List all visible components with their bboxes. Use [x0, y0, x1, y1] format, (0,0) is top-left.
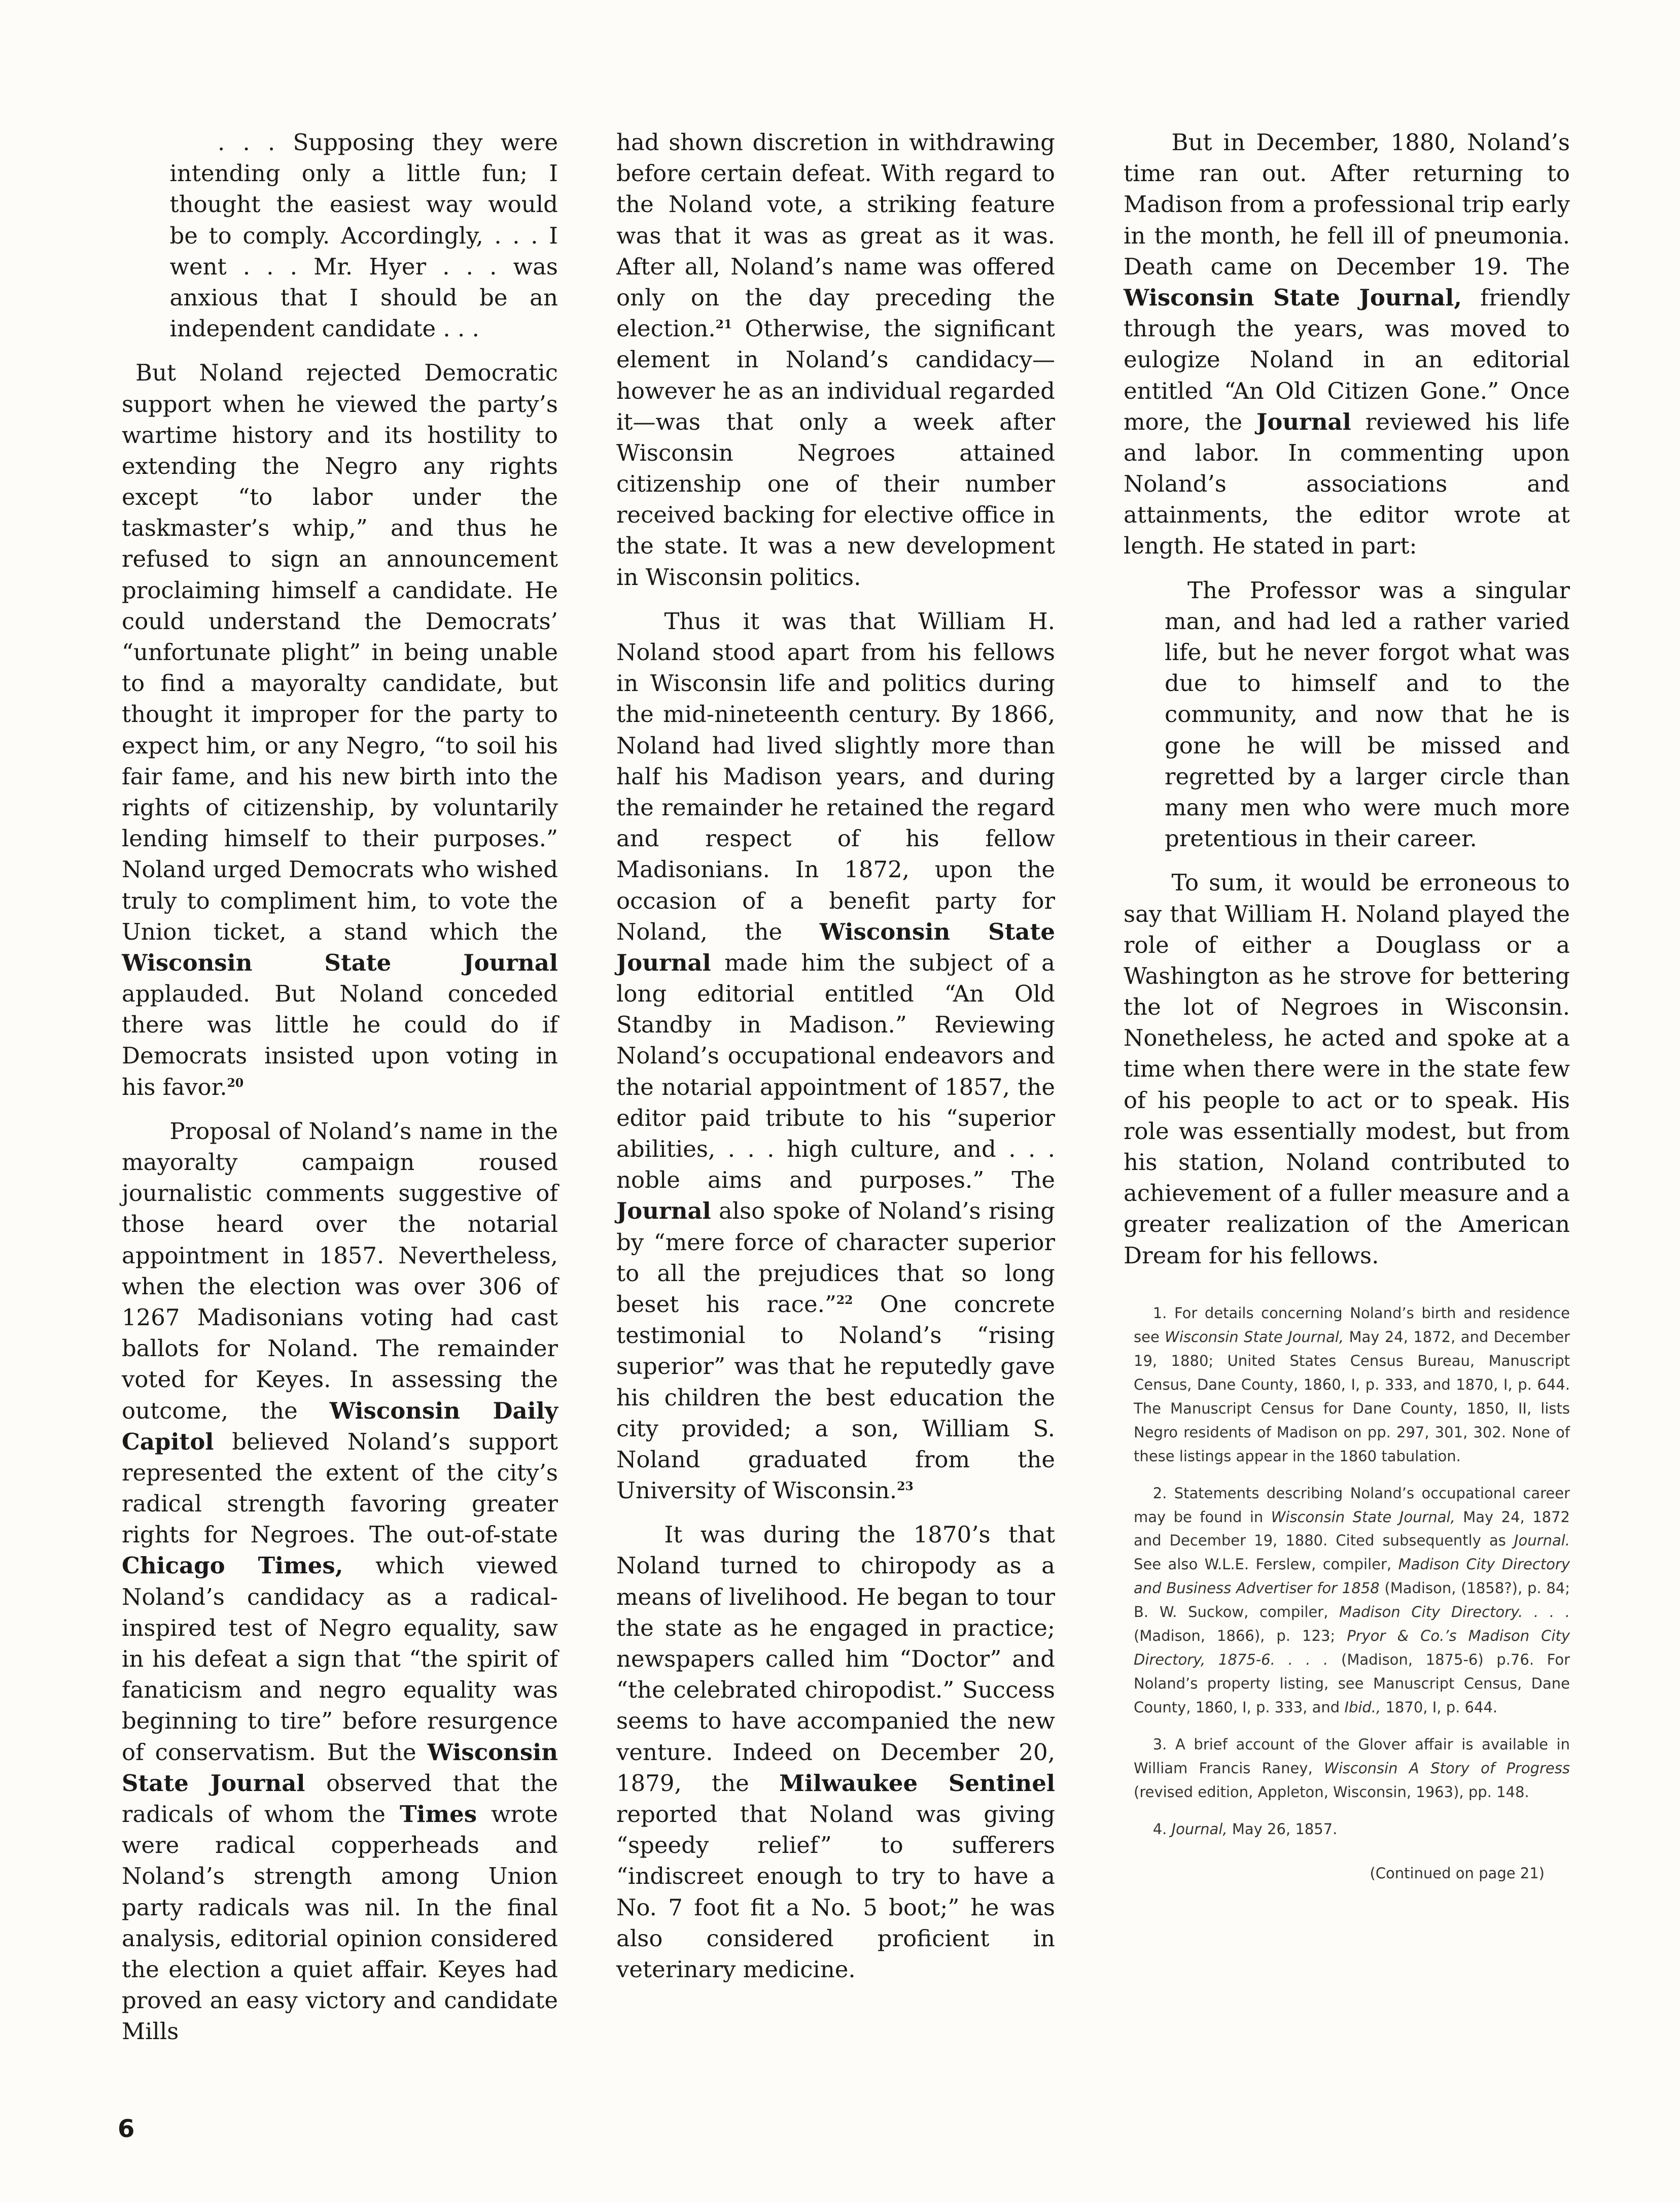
paragraph: had shown discretion in withdrawing before certain defeat. With regard to the Noland vote, a striking feature was that it was as great as it was. After all, Noland’s name was offered only on the day preceding the election.$^{21}$ Otherwise, the significant element in Noland’s candidacy—however he as an individual regarded it—was that only a week after Wisconsin Negroes attained citizenship one of their number received backing for elective office in the state. It was a new development in Wisconsin politics. [616, 129, 1055, 591]
footnote: 4. Journal, May 26, 1857. [1152, 1820, 1338, 1838]
paragraph: Thus it was that William H. Noland stood apart from his fellows in Wisconsin life and politics during the mid-nineteenth century. By 1866, Noland had lived slightly more than half his Madison years, and during the remainder he retained the regard and respect of his fellow Madisonians. In 1872, upon the occasion of a benefit party for Noland, the Wisconsin State Journal made him the subject of a long editorial entitled “An Old Standby in Madison.” Reviewing Noland’s occupational endeavors and the notarial appointment of 1857, the editor paid tribute to his “superior abilities, . . . high culture, and . . . noble aims and purposes.” The Journal also spoke of Noland’s rising by “mere force of character superior to all the prejudices that so long beset his race.”$^{22}$ One concrete testimonial to Noland’s “rising superior” was that he reputedly gave his children the best education the city provided; a son, William S. Noland graduated from the University of Wisconsin.$^{23}$ [616, 607, 1056, 1504]
newspaper-name: Wisconsin Daily Capitol [122, 1397, 558, 1455]
newspaper-name: Wisconsin State Journal, [1124, 284, 1462, 311]
continued-note: (Continued on page 21) [1370, 1865, 1545, 1882]
newspaper-name: Times [399, 1800, 477, 1828]
newspaper-name: Chicago Times, [122, 1552, 343, 1579]
footnote: 1. For details concerning Noland’s birth and residence see Wisconsin State Journal, May 24, 1872, and December 19, 1880; United States Census Bureau, Manuscript Census, Dane County, 1860, I, p. 333, and 1870, I, p. 644. The Manuscript Census for Dane County, 1850, II, lists Negro residents of Madison on pp. 297, 301, 302. None of these listings appear in the 1860 tabulation. [1134, 1304, 1570, 1465]
paragraph: It was during the 1870’s that Noland turned to chiropody as a means of livelihood. He began to tour the state as he engaged in practice; newspapers called him “Doctor” and “the celebrated chiropodist.” Success seems to have accompanied the new venture. Indeed on December 20, 1879, the Milwaukee Sentinel reported that Noland was giving “speedy relief” to sufferers “indiscreet enough to try to have a No. 7 foot fit a No. 5 boot;” he was also considered proficient in veterinary medicine. [616, 1521, 1056, 1983]
footnote-ref: 21 [715, 317, 732, 332]
newspaper-name: Wisconsin State Journal [616, 918, 1056, 976]
newspaper-name: Journal [1256, 408, 1351, 435]
paragraph: To sum, it would be erroneous to say that William H. Noland played the role of either a Douglass or a Washington as he strove for bettering the lot of Negroes in Wisconsin. Nonetheless, he acted and spoke at a time when there were in the state few of his people to act or to speak. His role was essentially modest, but from his station, Noland contributed to achievement of a fuller measure and a greater realization of the American Dream for his fellows. [1124, 869, 1570, 1269]
page-number: 6 [118, 2115, 135, 2143]
footnote: 3. A brief account of the Glover affair is available in William Francis Raney, Wisconsin A Story of Progress (revised edition, Appleton, Wisconsin, 1963), pp. 148. [1134, 1736, 1570, 1801]
paragraph: But Noland rejected Democratic support when he viewed the party’s wartime history and its hostility to extending the Negro any rights except “to labor under the taskmaster’s whip,” and thus he refused to sign an announcement proclaiming himself a candidate. He could understand the Democrats’ “unfortunate plight” in being unable to find a mayoralty candidate, but thought it improper for the party to expect him, or any Negro, “to soil his fair fame, and his new birth into the rights of citizenship, by voluntarily lending himself to their purposes.” Noland urged Democrats who wished truly to compliment him, to vote the Union ticket, a stand which the Wisconsin State Journal applauded. But Noland conceded there was little he could do if Democrats insisted upon voting in his favor.$^{20}$ [122, 359, 558, 1100]
block-quote: . . . Supposing they were intending only a little fun; I thought the easiest way would be to comply. Accordingly, . . . I went . . . Mr. Hyer . . . was anxious that I should be an independent candidate . . . [169, 129, 558, 342]
newspaper-name: Wisconsin State Journal [122, 1738, 558, 1797]
left-column [122, 127, 558, 2047]
middle-column [616, 127, 1055, 1985]
paragraph: Proposal of Noland’s name in the mayoralty campaign roused journalistic comments suggestive of those heard over the notarial appointment in 1857. Nevertheless, when the election was over 306 of 1267 Madisonians voting had cast ballots for Noland. The remainder voted for Keyes. In assessing the outcome, the Wisconsin Daily Capitol believed Noland’s support represented the extent of the city’s radical strength favoring greater rights for Negroes. The out-of-state Chicago Times, which viewed Noland’s candidacy as a radical-inspired test of Negro equality, saw in his defeat a sign that “the spirit of fanaticism and negro equality was beginning to tire” before resurgence of conservatism. But the Wisconsin State Journal observed that the radicals of whom the Times wrote were radical copperheads and Noland’s strength among Union party radicals was nil. In the final analysis, editorial opinion considered the election a quiet affair. Keyes had proved an easy victory and candidate Mills [122, 1117, 558, 2045]
newspaper-name: Wisconsin State Journal [122, 949, 558, 976]
footnote-ref: 20 [227, 1075, 244, 1090]
footnote-ref: 23 [897, 1479, 914, 1494]
right-column [1124, 127, 1570, 1893]
paragraph: But in December, 1880, Noland’s time ran out. After returning to Madison from a professional trip early in the month, he fell ill of pneumonia. Death came on December 19. The Wisconsin State Journal, friendly through the years, was moved to eulogize Noland in an editorial entitled “An Old Citizen Gone.” Once more, the Journal reviewed his life and labor. In commenting upon Noland’s associations and attainments, the editor wrote at length. He stated in part: [1124, 129, 1570, 560]
newspaper-name: Journal [616, 1197, 711, 1225]
newspaper-name: Milwaukee Sentinel [779, 1769, 1056, 1797]
footnotes [1124, 1301, 1570, 1885]
block-quote: The Professor was a singular man, and had led a rather varied life, but he never forgot what was due to himself and to the community, and now that he is gone he will be missed and regretted by a larger circle than many men who were much more pretentious in their career. [1165, 576, 1570, 852]
footnote: 2. Statements describing Noland’s occupational career may be found in Wisconsin State Journal, May 24, 1872 and December 19, 1880. Cited subsequently as Journal. See also W.L.E. Ferslew, compiler, Madison City Directory and Business Advertiser for 1858 (Madison, (1858?), p. 84; B. W. Suckow, compiler, Madison City Directory. . . . (Madison, 1866), p. 123; Pryor & Co.’s Madison City Directory, 1875-6. . . . (Madison, 1875-6) p.76. For Noland’s property listing, see Manuscript Census, Dane County, 1860, I, p. 333, and Ibid., 1870, I, p. 644. [1134, 1484, 1570, 1716]
footnote-ref: 22 [836, 1292, 853, 1307]
